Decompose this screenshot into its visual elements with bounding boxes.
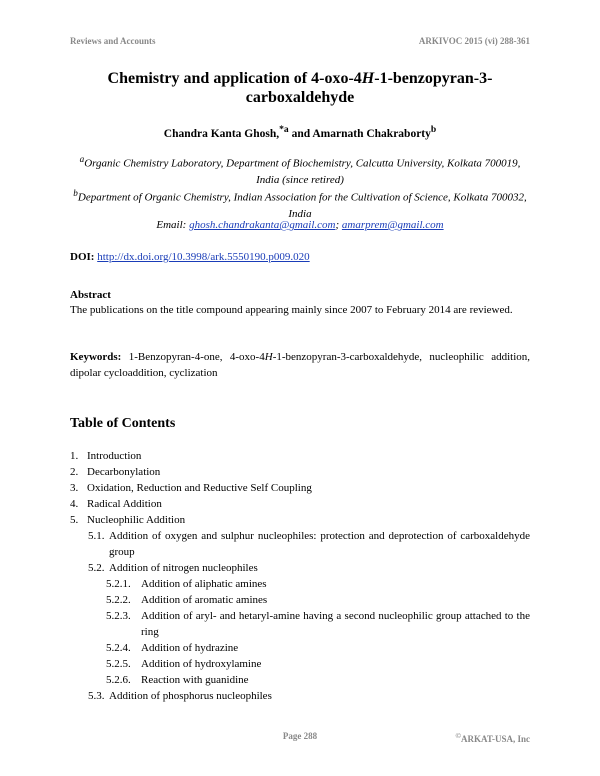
toc-item[interactable]: 5.2.3. Addition of aryl- and hetaryl-amine having a second nucleophilic group attached to the ring [106, 610, 530, 638]
keywords: Keywords: 1-Benzopyran-4-one, 4-oxo-4H-1-benzopyran-3-carboxaldehyde, nucleophilic addition, dipolar cycloaddition, cyclization [70, 351, 530, 379]
affiliation-a: $^a$Organic Chemistry Laboratory, Department of Biochemistry, Calcutta University, Kolkata 700019, India (since retired) [79, 154, 521, 186]
affiliation-b: $^b$Department of Organic Chemistry, Indian Association for the Cultivation of Science, Kolkata 700032, India [73, 188, 527, 220]
copyright: ©ARKAT-USA, Inc [455, 731, 530, 744]
toc-item[interactable]: 5.2.2. Addition of aromatic amines [106, 594, 268, 606]
running-header-journal-section: Reviews and Accounts [70, 36, 156, 46]
toc-heading: Table of Contents [70, 416, 176, 431]
page-number: Page 288 [282, 731, 318, 741]
author-1: Chandra Kanta Ghosh, [163, 127, 280, 140]
toc-item[interactable]: 5.2.4. Addition of hydrazine [106, 642, 239, 654]
paper-title: Chemistry and application of 4-oxo-4H-1-benzopyran-3-carboxaldehyde [107, 70, 493, 106]
email-line: Email: ghosh.chandrakanta@gmail.com; amarprem@gmail.com [156, 219, 444, 231]
toc-item[interactable]: 5.1. Addition of oxygen and sulphur nucleophiles: protection and deprotection of carboxaldehyde group [88, 530, 530, 558]
table-of-contents [70, 448, 530, 704]
author-list: Chandra Kanta Ghosh,$^{*a}$ and Amarnath Chakraborty$^b$ [163, 124, 437, 140]
toc-item[interactable]: 3. Oxidation, Reduction and Reductive Self Coupling [70, 482, 312, 494]
toc-item[interactable]: 5.2. Addition of nitrogen nucleophiles [88, 562, 258, 574]
abstract-heading: Abstract [70, 289, 111, 301]
toc-item[interactable]: 5.2.5. Addition of hydroxylamine [106, 658, 262, 670]
toc-item[interactable]: 2. Decarbonylation [70, 466, 161, 478]
toc-item[interactable]: 5.2.1. Addition of aliphatic amines [106, 578, 267, 590]
email-link-2[interactable]: amarprem@gmail.com [341, 219, 444, 231]
doi-line: DOI: http://dx.doi.org/10.3998/ark.5550190.p009.020 [70, 251, 310, 263]
toc-item[interactable]: 5.3. Addition of phosphorus nucleophiles [88, 690, 272, 702]
running-header-citation: ARKIVOC 2015 (vi) 288-361 [418, 36, 530, 46]
doi-link[interactable]: http://dx.doi.org/10.3998/ark.5550190.p009.020 [97, 251, 310, 263]
toc-item[interactable]: 5. Nucleophilic Addition [70, 514, 186, 526]
author-2: Amarnath Chakraborty [312, 127, 431, 140]
toc-item[interactable]: 4. Radical Addition [70, 498, 162, 510]
abstract-text: The publications on the title compound appearing mainly since 2007 to February 2014 are reviewed. [70, 304, 513, 316]
toc-item[interactable]: 1. Introduction [70, 450, 142, 462]
email-link-1[interactable]: ghosh.chandrakanta@gmail.com [189, 219, 336, 231]
toc-item[interactable]: 5.2.6. Reaction with guanidine [106, 674, 249, 686]
